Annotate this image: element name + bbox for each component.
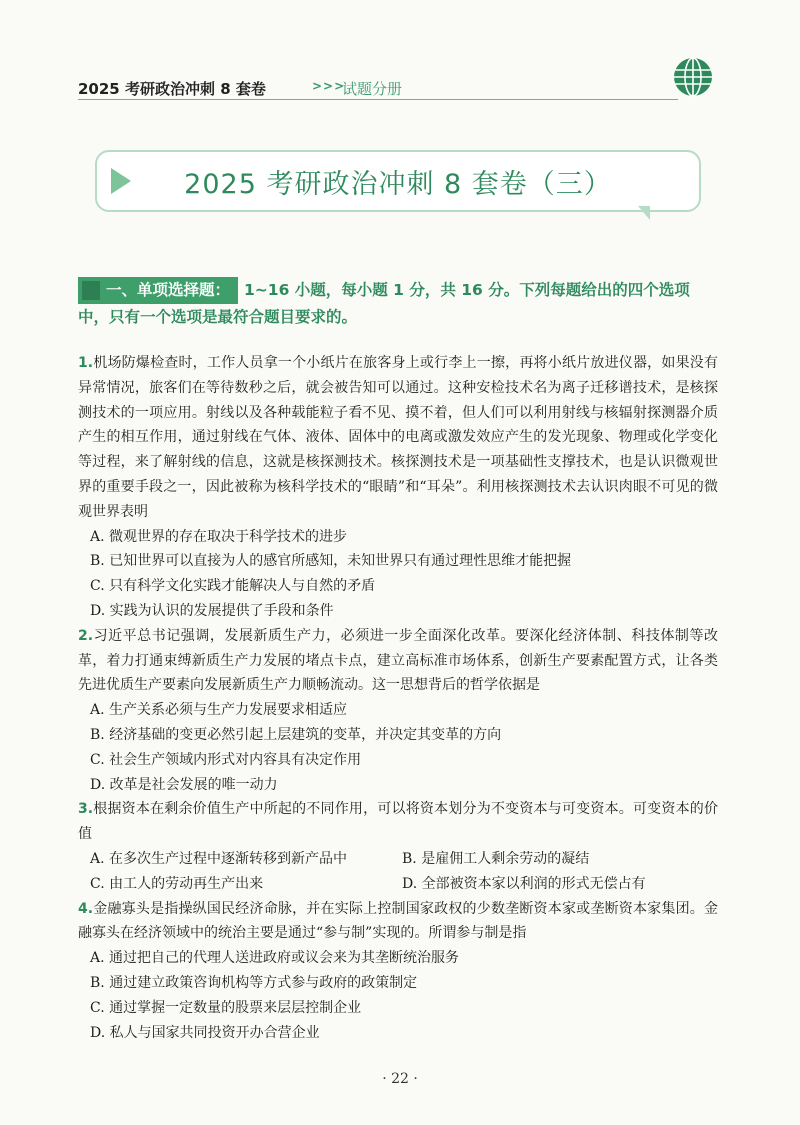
question-2	[78, 624, 718, 798]
header-subtitle: 试题分册	[342, 80, 403, 98]
header-arrow: >>>	[312, 79, 346, 93]
option-d: D. 全部被资本家以利润的形式无偿占有	[402, 875, 646, 892]
option-c: C. 社会生产领域内形式对内容具有决定作用	[90, 751, 362, 768]
option-row	[78, 872, 718, 897]
option-b: B. 是雇佣工人剩余劳动的凝结	[402, 850, 590, 867]
option-c: C. 只有科学文化实践才能解决人与自然的矛盾	[90, 578, 376, 595]
question-number: 1.	[78, 355, 94, 371]
question-list	[78, 351, 718, 1045]
question-text: 习近平总书记强调，发展新质生产力，必须进一步全面深化改革。要深化经济体制、科技体制等改革，着力打通束缚新质生产力发展的堵点卡点，建立高标准市场体系，创新生产要素配置方式，让各类先进优质生产要素向发展新质生产力顺畅流动。这一思想背后的哲学依据是	[78, 627, 718, 694]
option-c: C. 通过掌握一定数量的股票来层层控制企业	[90, 999, 362, 1016]
question-3	[78, 797, 718, 896]
option-a: A. 通过把自己的代理人送进政府或议会来为其垄断统治服务	[90, 950, 460, 967]
option-a: A. 微观世界的存在取决于科学技术的进步	[90, 528, 348, 545]
question-number: 2.	[78, 627, 94, 644]
option-b: B. 经济基础的变更必然引起上层建筑的变革，并决定其变革的方向	[90, 726, 502, 743]
section-tag: 一、单项选择题：	[78, 277, 238, 304]
option-d: D. 实践为认识的发展提供了手段和条件	[90, 602, 334, 619]
question-stem	[78, 797, 718, 847]
option-a: A. 在多次生产过程中逐渐转移到新产品中	[90, 850, 348, 867]
option-d: D. 私人与国家共同投资开办合营企业	[90, 1024, 320, 1041]
paper-title: 2025 考研政治冲刺 8 套卷（三）	[184, 169, 612, 200]
question-text: 根据资本在剩余价值生产中所起的不同作用，可以将资本划分为不变资本与可变资本。可变资本的价值	[78, 801, 718, 843]
question-stem	[78, 624, 718, 698]
option-b: B. 通过建立政策咨询机构等方式参与政府的政策制定	[90, 974, 418, 991]
question-number: 3.	[78, 801, 94, 818]
question-4	[78, 897, 718, 1046]
question-number: 4.	[78, 900, 94, 917]
question-1	[78, 351, 718, 624]
section-heading	[78, 277, 718, 331]
running-header	[78, 72, 718, 102]
option-row	[78, 847, 718, 872]
header-title: 2025 考研政治冲刺 8 套卷	[78, 80, 266, 98]
question-stem	[78, 351, 718, 525]
section-instruction: 1~16 小题，每小题 1 分，共 16 分。下列每题给出的四个选项中，只有一个选项是最符合题目要求的。	[78, 281, 690, 326]
globe-icon	[672, 56, 714, 98]
option-d: D. 改革是社会发展的唯一动力	[90, 776, 278, 793]
paper-title-banner	[95, 150, 701, 212]
option-b: B. 已知世界可以直接为人的感官所感知，未知世界只有通过理性思维才能把握	[90, 553, 572, 570]
header-divider	[78, 99, 678, 100]
question-text: 金融寡头是指操纵国民经济命脉，并在实际上控制国家政权的少数垄断资本家或垄断资本家集团。金融寡头在经济领域中的统治主要是通过“参与制”实现的。所谓参与制是指	[78, 900, 718, 942]
page-number: · 22 ·	[382, 1071, 418, 1087]
question-stem	[78, 897, 718, 947]
banner-tail	[638, 206, 650, 220]
option-a: A. 生产关系必须与生产力发展要求相适应	[90, 702, 348, 719]
question-text: 机场防爆检查时，工作人员拿一个小纸片在旅客身上或行李上一擦，再将小纸片放进仪器，如果没有异常情况，旅客们在等待数秒之后，就会被告知可以通过。这种安检技术名为离子迁移谱技术，是核探测技术的一项应用。射线以及各种载能粒子看不见、摸不着，但人们可以利用射线与核辐射探测器介质产生的相互作用，通过射线在气体、液体、固体中的电离或激发效应产生的发光现象、物理或化学变化等过程，来了解射线的信息，这就是核探测技术。核探测技术是一项基础性支撑技术，也是认识微观世界的重要手段之一，因此被称为核科学技术的“眼睛”和“耳朵”。利用核探测技术去认识肉眼不可见的微观世界表明	[78, 355, 718, 520]
option-c: C. 由工人的劳动再生产出来	[90, 875, 264, 892]
